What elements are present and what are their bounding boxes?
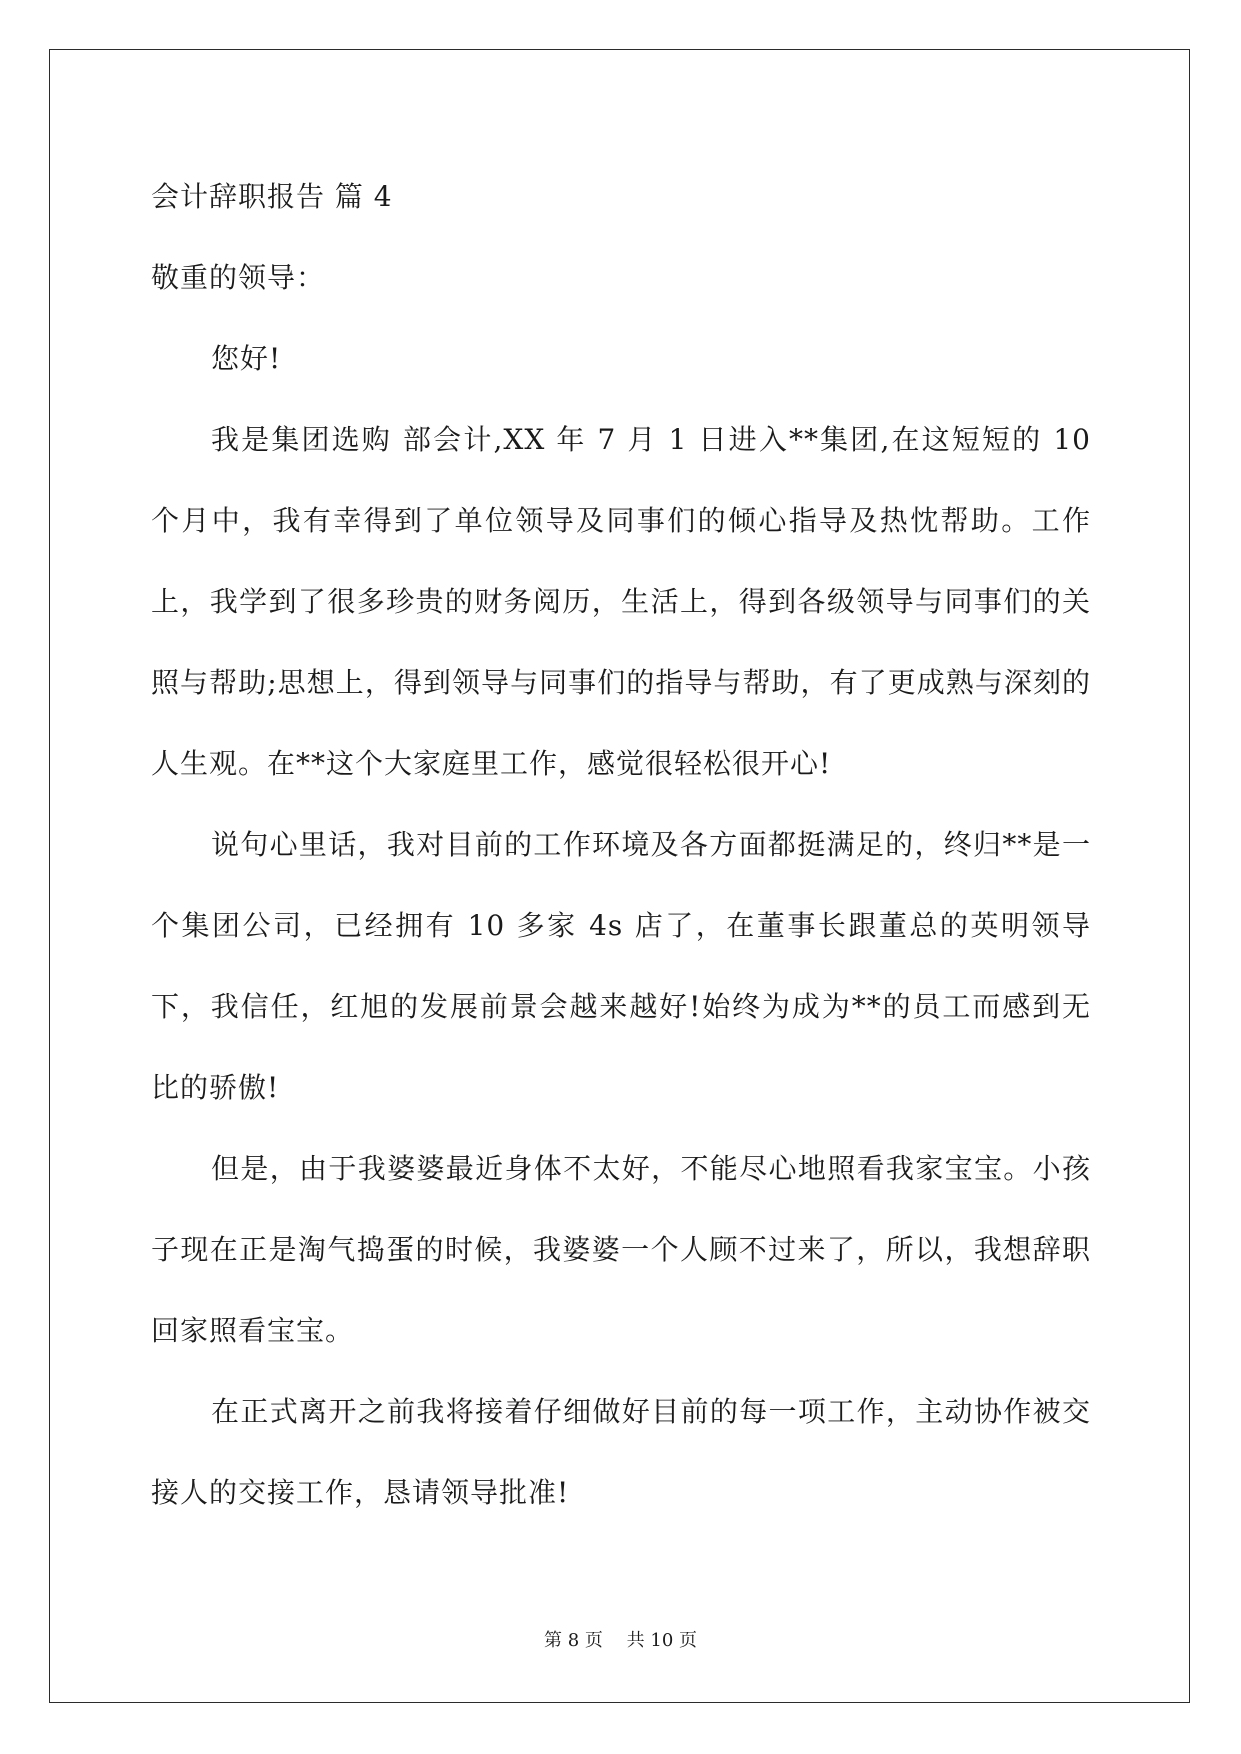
page-number-total: 共 10 页 <box>626 1630 697 1651</box>
page-footer <box>0 1629 1241 1653</box>
document-body <box>151 156 1091 1533</box>
paragraph-3: 但是，由于我婆婆最近身体不太好，不能尽心地照看我家宝宝。小孩子现在正是淘气捣蛋的时候，我婆婆一个人顾不过来了，所以，我想辞职回家照看宝宝。 <box>151 1152 1091 1347</box>
paragraph-4: 在正式离开之前我将接着仔细做好目前的每一项工作，主动协作被交接人的交接工作，恳请领导批准! <box>151 1395 1091 1509</box>
document-title: 会计辞职报告 篇 4 <box>151 180 393 213</box>
greeting: 您好! <box>211 342 282 375</box>
paragraph-2: 说句心里话，我对目前的工作环境及各方面都挺满足的，终归**是一个集团公司，已经拥有 10 多家 4s 店了，在董事长跟董总的英明领导下，我信任，红旭的发展前景会越来越好!始终为成为**的员工而感到无比的骄傲! <box>151 828 1091 1104</box>
page-number-current: 第 8 页 <box>544 1630 603 1651</box>
salutation: 敬重的领导： <box>151 261 326 294</box>
paragraph-1: 我是集团选购 部会计,XX 年 7 月 1 日进入**集团,在这短短的 10 个月中，我有幸得到了单位领导及同事们的倾心指导及热忱帮助。工作上，我学到了很多珍贵的财务阅历，生活上，得到各级领导与同事们的关照与帮助;思想上，得到领导与同事们的指导与帮助，有了更成熟与深刻的人生观。在**这个大家庭里工作，感觉很轻松很开心! <box>151 423 1091 780</box>
